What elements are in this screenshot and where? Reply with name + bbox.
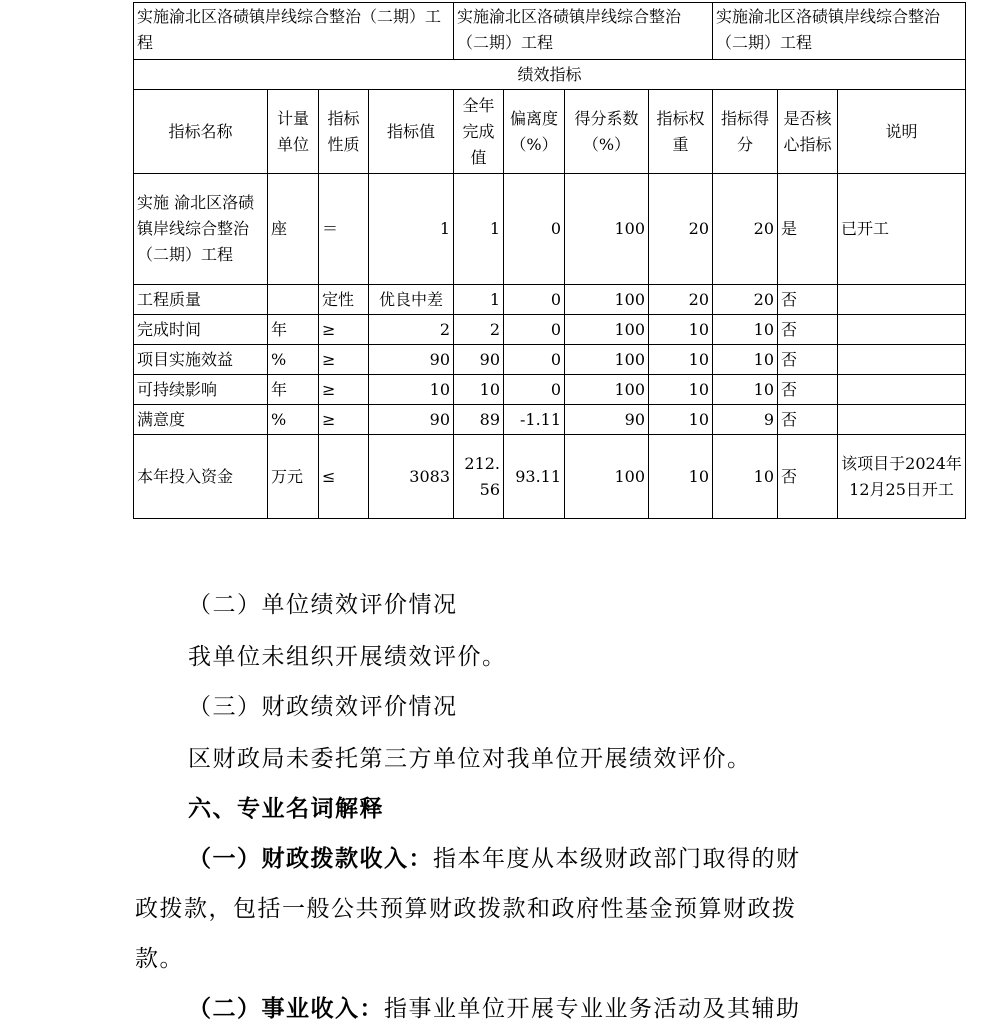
cell-name: 本年投入资金: [134, 435, 268, 519]
header-score: 指标得分: [713, 90, 778, 174]
fiscal-eval-heading: （三）财政绩效评价情况: [188, 694, 458, 720]
cell-remark: [838, 345, 966, 375]
cell-score: 10: [713, 345, 778, 375]
table-row: [134, 435, 966, 519]
header-core-indicator: 是否核心指标: [778, 90, 838, 174]
cell-actual: 1: [454, 174, 504, 285]
cell-deviation: 0: [504, 285, 565, 315]
cell-coefficient: 100: [565, 174, 649, 285]
cell-actual: 1: [454, 285, 504, 315]
cell-score: 20: [713, 285, 778, 315]
cell-actual: 89: [454, 405, 504, 435]
cell-core: 否: [778, 345, 838, 375]
table-row: [134, 315, 966, 345]
table-row: [134, 375, 966, 405]
cell-nature: ≥: [319, 315, 369, 345]
cell-actual: 90: [454, 345, 504, 375]
glossary-item-1-line-3: 款。: [135, 946, 184, 972]
cell-nature: ≥: [319, 405, 369, 435]
cell-coefficient: 100: [565, 345, 649, 375]
cell-deviation: 0: [504, 375, 565, 405]
cell-score: 10: [713, 315, 778, 345]
cell-nature: ≥: [319, 375, 369, 405]
cell-unit: 万元: [268, 435, 319, 519]
fiscal-eval-text: 区财政局未委托第三方单位对我单位开展绩效评价。: [188, 746, 752, 772]
cell-nature: 定性: [319, 285, 369, 315]
glossary-heading: 六、专业名词解释: [188, 795, 384, 822]
cell-core: 是: [778, 174, 838, 285]
cell-remark: 该项目于2024年12月25日开工: [838, 435, 966, 519]
cell-score: 10: [713, 435, 778, 519]
cell-name: 完成时间: [134, 315, 268, 345]
glossary-definition: 指事业单位开展专业业务活动及其辅助: [384, 996, 801, 1022]
cell-remark: [838, 405, 966, 435]
header-score-coefficient: 得分系数（%）: [565, 90, 649, 174]
glossary-term: （二）事业收入：: [188, 995, 384, 1022]
cell-score: 10: [713, 375, 778, 405]
cell-name: 项目实施效益: [134, 345, 268, 375]
cell-remark: [838, 315, 966, 345]
cell-target: 10: [369, 375, 454, 405]
cell-name: 满意度: [134, 405, 268, 435]
table-row: [134, 174, 966, 285]
cell-deviation: 0: [504, 315, 565, 345]
cell-deviation: -1.11: [504, 405, 565, 435]
cell-core: 否: [778, 435, 838, 519]
table-row: [134, 345, 966, 375]
cell-weight: 20: [649, 285, 713, 315]
cell-unit: 年: [268, 375, 319, 405]
cell-weight: 20: [649, 174, 713, 285]
cell-deviation: 93.11: [504, 435, 565, 519]
cell-target: 1: [369, 174, 454, 285]
header-weight: 指标权重: [649, 90, 713, 174]
cell-score: 9: [713, 405, 778, 435]
cell-name: 工程质量: [134, 285, 268, 315]
header-actual-value: 全年完成值: [454, 90, 504, 174]
cell-remark: 已开工: [838, 174, 966, 285]
table-row: [134, 285, 966, 315]
cell-target: 优良中差: [369, 285, 454, 315]
table-row: [134, 405, 966, 435]
cell-coefficient: 100: [565, 285, 649, 315]
cell-weight: 10: [649, 345, 713, 375]
glossary-term: （一）财政拨款收入：: [188, 845, 433, 872]
project-name-cell: 实施渝北区洛碛镇岸线综合整治（二期）工程: [454, 3, 713, 60]
cell-unit: %: [268, 405, 319, 435]
cell-nature: ≤: [319, 435, 369, 519]
project-name-row: [134, 3, 966, 60]
cell-actual: 10: [454, 375, 504, 405]
header-unit: 计量单位: [268, 90, 319, 174]
section-title: 绩效指标: [134, 60, 966, 90]
cell-weight: 10: [649, 405, 713, 435]
cell-target: 90: [369, 345, 454, 375]
glossary-definition: 指本年度从本级财政部门取得的财: [433, 846, 801, 872]
glossary-item-1-line-1: [188, 840, 801, 873]
cell-remark: [838, 375, 966, 405]
cell-core: 否: [778, 405, 838, 435]
cell-actual: 212.56: [454, 435, 504, 519]
cell-name: 实施 渝北区洛碛镇岸线综合整治（二期）工程: [134, 174, 268, 285]
cell-unit: 年: [268, 315, 319, 345]
cell-deviation: 0: [504, 174, 565, 285]
cell-deviation: 0: [504, 345, 565, 375]
header-remark: 说明: [838, 90, 966, 174]
cell-coefficient: 100: [565, 375, 649, 405]
cell-weight: 10: [649, 375, 713, 405]
cell-actual: 2: [454, 315, 504, 345]
cell-remark: [838, 285, 966, 315]
cell-unit: %: [268, 345, 319, 375]
cell-name: 可持续影响: [134, 375, 268, 405]
cell-weight: 10: [649, 315, 713, 345]
cell-unit: [268, 285, 319, 315]
cell-target: 2: [369, 315, 454, 345]
cell-unit: 座: [268, 174, 319, 285]
cell-coefficient: 90: [565, 405, 649, 435]
header-row: [134, 90, 966, 174]
unit-eval-text: 我单位未组织开展绩效评价。: [188, 644, 507, 670]
cell-core: 否: [778, 315, 838, 345]
cell-nature: ＝: [319, 174, 369, 285]
performance-table: [133, 2, 966, 519]
cell-target: 3083: [369, 435, 454, 519]
cell-nature: ≥: [319, 345, 369, 375]
header-deviation: 偏离度（%）: [504, 90, 565, 174]
header-nature: 指标性质: [319, 90, 369, 174]
header-target-value: 指标值: [369, 90, 454, 174]
cell-core: 否: [778, 375, 838, 405]
section-title-row: [134, 60, 966, 90]
cell-core: 否: [778, 285, 838, 315]
cell-score: 20: [713, 174, 778, 285]
header-indicator-name: 指标名称: [134, 90, 268, 174]
cell-weight: 10: [649, 435, 713, 519]
unit-eval-heading: （二）单位绩效评价情况: [188, 592, 458, 618]
project-name-cell: 实施渝北区洛碛镇岸线综合整治（二期）工程: [713, 3, 966, 60]
project-name-cell: 实施渝北区洛碛镇岸线综合整治（二期）工程: [134, 3, 454, 60]
cell-coefficient: 100: [565, 315, 649, 345]
cell-coefficient: 100: [565, 435, 649, 519]
glossary-item-1-line-2: 政拨款，包括一般公共预算财政拨款和政府性基金预算财政拨: [135, 896, 797, 922]
cell-target: 90: [369, 405, 454, 435]
glossary-item-2-line-1: [188, 990, 801, 1023]
